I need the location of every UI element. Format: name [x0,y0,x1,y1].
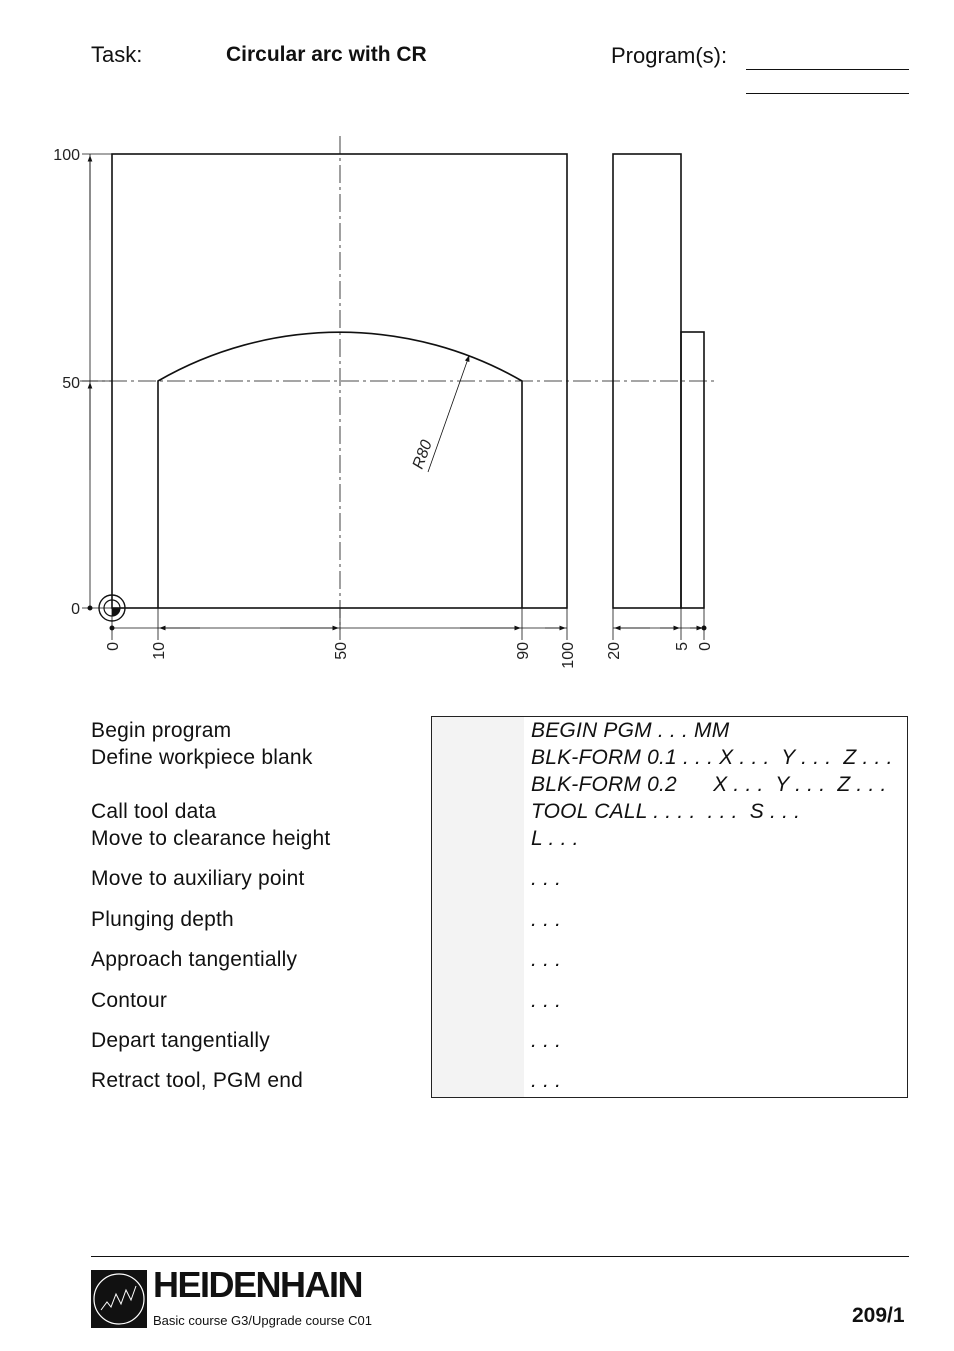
y-tick-0: 0 [71,601,80,618]
code-line: BLK-FORM 0.2 X . . . Y . . . Z . . . [531,773,887,796]
side-tick-0: 0 [697,642,714,651]
step-description: Plunging depth [91,908,234,931]
code-line: BLK-FORM 0.1 . . . X . . . Y . . . Z . . . [531,746,893,769]
code-line: . . . [531,1029,562,1052]
footer-rule [91,1256,909,1257]
step-description: Retract tool, PGM end [91,1069,303,1092]
code-line: . . . [531,867,562,890]
brand-name: HEIDENHAIN [153,1264,363,1305]
x-tick-50: 50 [333,642,350,660]
radius-leader [428,356,469,472]
heidenhain-logo-icon [91,1270,147,1328]
code-line: L . . . [531,827,579,850]
course-name: Basic course G3/Upgrade course C01 [153,1313,372,1328]
step-description: Contour [91,989,168,1012]
side-tick-5: 5 [674,642,691,651]
code-line: . . . [531,948,562,971]
page-number: 209/1 [852,1304,905,1327]
code-line: TOOL CALL . . . . . . . S . . . [531,800,801,823]
block-number-column [432,717,524,1097]
step-description: Call tool data [91,800,217,823]
code-line: BEGIN PGM . . . MM [531,719,730,742]
step-description: Define workpiece blank [91,746,313,769]
code-line: . . . [531,908,562,931]
code-line: . . . [531,989,562,1012]
y-tick-100: 100 [53,147,80,164]
side-view-step [681,332,704,608]
radius-label: R80 [409,437,436,472]
task-label: Task: [91,42,143,67]
step-description: Move to auxiliary point [91,867,305,890]
side-tick-20: 20 [606,642,623,660]
y-tick-50: 50 [62,375,80,392]
x-tick-90: 90 [515,642,532,660]
x-tick-10: 10 [151,642,168,660]
step-description: Move to clearance height [91,827,331,850]
step-description: Begin program [91,719,232,742]
task-title: Circular arc with CR [226,43,427,66]
code-line: . . . [531,1069,562,1092]
x-tick-100: 100 [560,642,577,669]
programs-label: Program(s): [611,43,728,68]
x-tick-0: 0 [105,642,122,651]
step-description: Approach tangentially [91,948,298,971]
step-description: Depart tangentially [91,1029,270,1052]
